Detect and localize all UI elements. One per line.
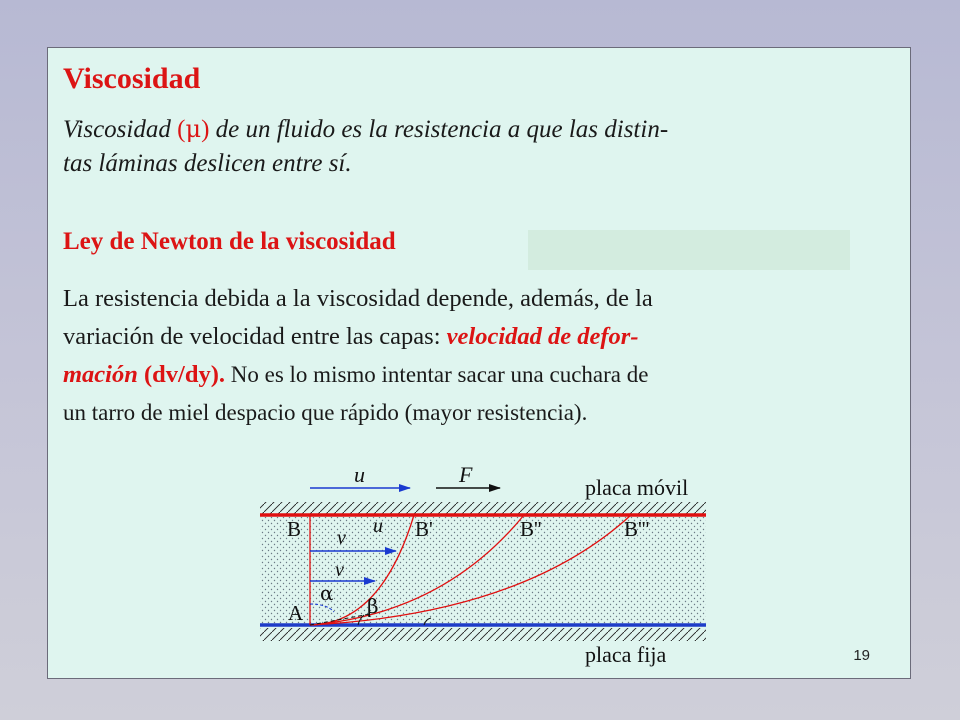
force-label: F (459, 462, 473, 487)
law-heading: Ley de Newton de la viscosidad (63, 228, 396, 255)
couette-flow-diagram (48, 48, 912, 680)
moving-plate-label: placa móvil (585, 475, 689, 500)
mu-symbol: μ (185, 115, 202, 143)
dv-dy-term: (dv/dy). (137, 361, 226, 388)
paragraph-line-2: variación de velocidad entre las capas: velocidad de defor- (63, 323, 639, 350)
slide-title: Viscosidad (63, 62, 201, 95)
page-number: 19 (853, 647, 870, 664)
point-b1-label: B' (415, 517, 433, 541)
fixed-plate-hatch (260, 628, 706, 641)
beta-label: β (367, 594, 379, 618)
definition-line-2: tas láminas deslicen entre sí. (63, 150, 352, 177)
profile-u-label: u (373, 515, 383, 537)
slide-panel (47, 47, 911, 679)
paragraph-line-3: mación (dv/dy). No es lo mismo intentar sacar una cuchara de (63, 361, 649, 388)
point-b-label: B (287, 517, 302, 541)
moving-plate-hatch (260, 502, 706, 515)
fixed-plate-label: placa fija (585, 642, 667, 667)
point-b2-label: B'' (520, 517, 542, 541)
paragraph-line-1: La resistencia debida a la viscosidad depende, además, de la (63, 285, 653, 312)
profile-v1-label: v (337, 527, 346, 549)
point-a-label: A (288, 601, 304, 625)
definition-line-1: Viscosidad (μ) de un fluido es la resistencia a que las distin- (63, 115, 669, 143)
paragraph-line-4: un tarro de miel despacio que rápido (mayor resistencia). (63, 400, 588, 425)
alpha-label: α (320, 581, 334, 605)
deformation-rate-term: velocidad de defor- (446, 323, 639, 350)
plate-velocity-label: u (354, 462, 365, 487)
point-b3-label: B''' (624, 517, 650, 541)
profile-v2-label: v (335, 559, 344, 581)
